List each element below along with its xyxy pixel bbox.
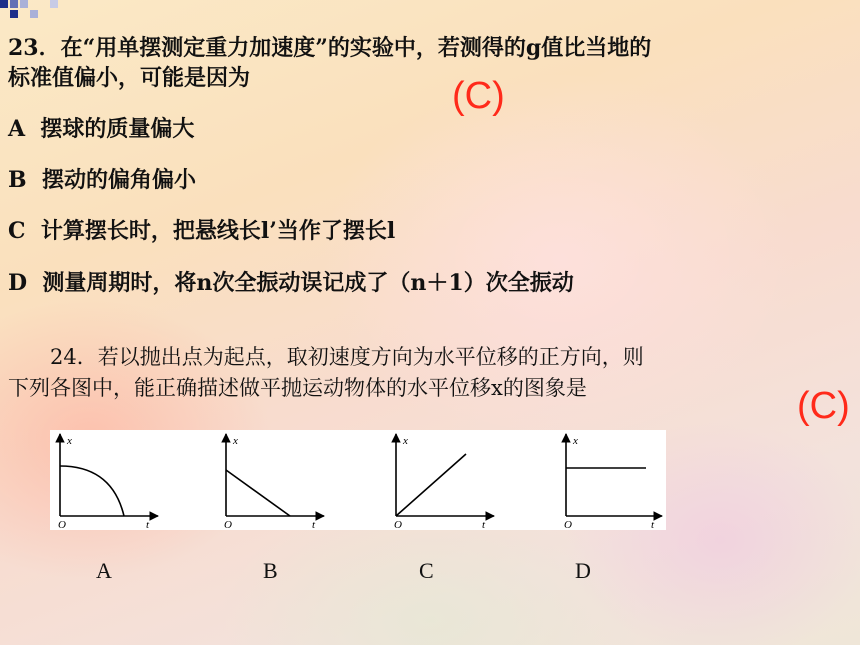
option-letter: D — [8, 270, 28, 296]
graph-b-line — [226, 470, 290, 516]
graph-a-curve — [60, 466, 124, 516]
graph-letter-b: B — [263, 558, 278, 583]
q23-line2: 标准值偏小，可能是因为 — [8, 65, 251, 91]
option-text: 摆球的质量偏大 — [40, 116, 195, 142]
corner-square — [30, 10, 38, 18]
option-text: 摆动的偏角偏小 — [41, 167, 196, 193]
graph-a — [58, 434, 158, 530]
option-text: 计算摆长时，把悬线长l’当作了摆长l — [40, 218, 396, 244]
option-letter: B — [8, 167, 27, 193]
corner-square — [20, 0, 28, 8]
q23-option-a — [8, 114, 194, 144]
corner-square — [50, 0, 58, 8]
q23-option-d — [8, 268, 574, 298]
graph-b-origin: O — [224, 519, 232, 530]
q24-answer: (C) — [797, 385, 850, 427]
option-text: 测量周期时，将n次全振动误记成了（n＋1）次全振动 — [42, 270, 574, 296]
graphs-svg — [50, 430, 666, 530]
q23-answer: (C) — [452, 75, 505, 117]
graph-b-x-label: t — [312, 519, 316, 530]
corner-square — [0, 0, 8, 8]
graph-b-y-label: x — [233, 435, 238, 447]
corner-square — [10, 10, 18, 18]
option-letter: C — [8, 218, 26, 244]
graph-d-origin: O — [564, 519, 572, 530]
graph-c-y-label: x — [403, 435, 408, 447]
graph-letter-d: D — [575, 558, 591, 583]
graph-d-x-label: t — [651, 519, 655, 530]
graph-d-y-label: x — [573, 435, 578, 447]
q23-line1: 23．在“用单摆测定重力加速度”的实验中，若测得的g值比当地的 — [8, 35, 652, 61]
graph-a-origin: O — [58, 519, 66, 530]
graph-a-x-label: t — [146, 519, 150, 530]
graph-c — [394, 434, 494, 530]
corner-square — [10, 0, 18, 8]
graph-b — [224, 434, 324, 530]
q24-line1: 24．若以抛出点为起点，取初速度方向为水平位移的正方向，则 — [8, 345, 644, 369]
graph-c-origin: O — [394, 519, 402, 530]
option-letter: A — [8, 116, 26, 142]
q23-option-b — [8, 165, 196, 195]
graph-a-y-label: x — [67, 435, 72, 447]
graph-letter-c: C — [419, 558, 434, 583]
q24-text — [8, 342, 644, 404]
q24-line2: 下列各图中，能正确描述做平抛运动物体的水平位移x的图象是 — [8, 376, 587, 400]
graph-c-x-label: t — [482, 519, 486, 530]
graph-d — [564, 434, 662, 530]
graph-strip — [50, 430, 666, 530]
graph-c-line — [396, 454, 466, 516]
graph-letter-a: A — [96, 558, 112, 583]
q23-option-c — [8, 216, 395, 246]
